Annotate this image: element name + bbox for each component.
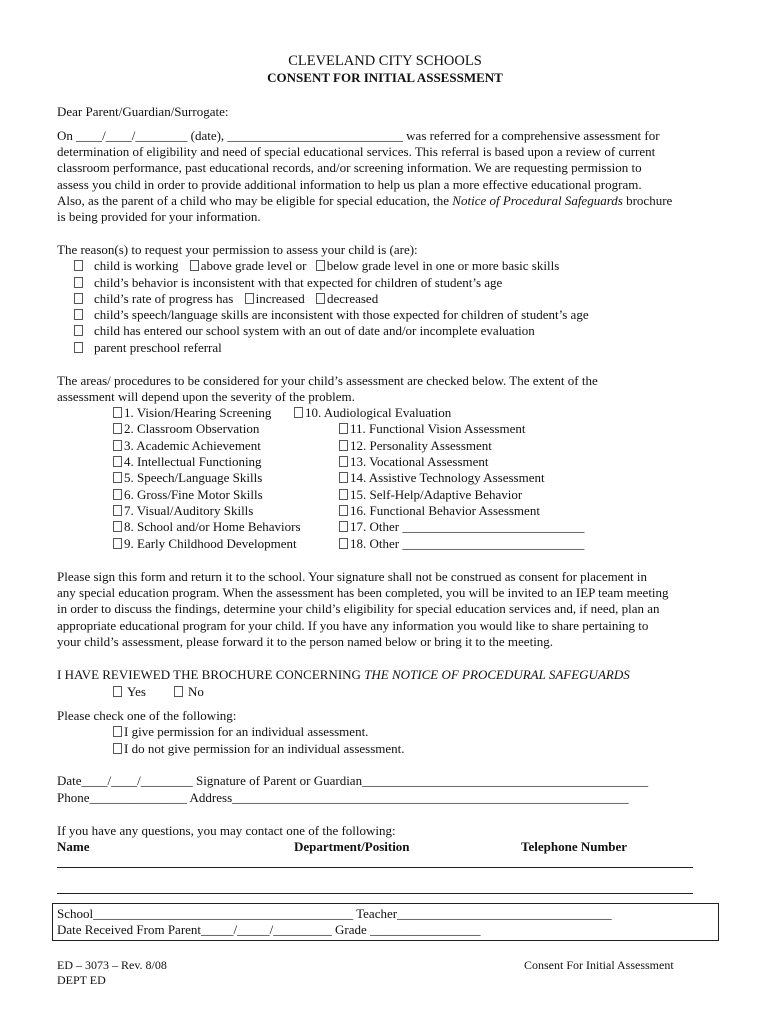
- date-received-grade-field[interactable]: Date Received From Parent_____/_____/_________ Grade _________________: [57, 922, 481, 937]
- area-item: [113, 405, 271, 421]
- permission-heading: Please check one of the following:: [57, 708, 237, 723]
- district-name: CLEVELAND CITY SCHOOLS: [288, 53, 482, 69]
- intro-line: [57, 193, 672, 209]
- checkbox-icon[interactable]: [294, 407, 303, 418]
- checkbox-icon[interactable]: [113, 423, 122, 434]
- checkbox-icon[interactable]: [113, 538, 122, 549]
- brochure-statement: [57, 667, 630, 683]
- sign-line: Please sign this form and return it to the school. Your signature shall not be construed as consent for placement in: [57, 569, 647, 584]
- salutation: Dear Parent/Guardian/Surrogate:: [57, 104, 229, 119]
- area-label: 11. Functional Vision Assessment: [350, 421, 526, 436]
- reason-item: [74, 291, 378, 307]
- checkbox-icon[interactable]: [74, 325, 83, 336]
- reason-label: child’s speech/language skills are inconsistent with those expected for children of student’s age: [94, 307, 589, 322]
- area-label: 15. Self-Help/Adaptive Behavior: [350, 487, 523, 502]
- area-label: 10. Audiological Evaluation: [305, 405, 452, 420]
- checkbox-icon[interactable]: [339, 456, 348, 467]
- area-label: 6. Gross/Fine Motor Skills: [124, 487, 263, 502]
- school-teacher-field[interactable]: School________________________________________ Teacher_________________________________: [57, 906, 612, 921]
- area-label: 4. Intellectual Functioning: [124, 454, 262, 469]
- checkbox-icon[interactable]: [113, 686, 122, 697]
- checkbox-icon[interactable]: [74, 293, 83, 304]
- area-item: [339, 536, 584, 552]
- area-label: 8. School and/or Home Behaviors: [124, 519, 301, 534]
- area-label: 12. Personality Assessment: [350, 438, 492, 453]
- area-item: [294, 405, 451, 421]
- reason-label: child’s behavior is inconsistent with that expected for children of student’s age: [94, 275, 503, 290]
- checkbox-icon[interactable]: [113, 505, 122, 516]
- checkbox-icon[interactable]: [113, 743, 122, 754]
- area-label: 7. Visual/Auditory Skills: [124, 503, 254, 518]
- area-item: [339, 503, 540, 519]
- area-item: [339, 454, 489, 470]
- brochure-title: THE NOTICE OF PROCEDURAL SAFEGUARDS: [364, 667, 630, 682]
- areas-intro-line: assessment will depend upon the severity of the problem.: [57, 389, 355, 404]
- area-item: [113, 454, 262, 470]
- contacts-heading: If you have any questions, you may contact one of the following:: [57, 823, 396, 838]
- intro-line: On ____/____/________ (date), ___________________________ was referred for a comprehensive assessment for: [57, 128, 660, 143]
- reason-label: child has entered our school system with an out of date and/or incomplete evaluation: [94, 323, 535, 338]
- area-label: 2. Classroom Observation: [124, 421, 260, 436]
- area-label: 16. Functional Behavior Assessment: [350, 503, 540, 518]
- yes-label: Yes: [127, 684, 146, 699]
- deny-permission-option[interactable]: [113, 741, 405, 757]
- checkbox-icon[interactable]: [113, 489, 122, 500]
- intro-line: is being provided for your information.: [57, 209, 261, 224]
- checkbox-icon[interactable]: [316, 260, 325, 271]
- safeguards-notice-title: Notice of Procedural Safeguards: [452, 193, 623, 208]
- reason-item: [74, 275, 502, 291]
- form-title: CONSENT FOR INITIAL ASSESSMENT: [267, 70, 503, 85]
- checkbox-icon[interactable]: [245, 293, 254, 304]
- date-signature-field[interactable]: Date____/____/________ Signature of Parent or Guardian____________________________________________: [57, 773, 649, 788]
- area-item: [339, 438, 492, 454]
- form-id: ED – 3073 – Rev. 8/08: [57, 958, 167, 972]
- area-item: [113, 536, 297, 552]
- give-permission-label: I give permission for an individual assessment.: [124, 724, 369, 739]
- footer-form-name: Consent For Initial Assessment: [524, 958, 674, 972]
- give-permission-option[interactable]: [113, 724, 368, 740]
- checkbox-icon[interactable]: [174, 686, 183, 697]
- name-column-header: Name: [57, 839, 90, 854]
- checkbox-icon[interactable]: [339, 505, 348, 516]
- checkbox-icon[interactable]: [339, 423, 348, 434]
- checkbox-icon[interactable]: [339, 538, 348, 549]
- department-column-header: Department/Position: [294, 839, 410, 854]
- checkbox-icon[interactable]: [113, 472, 122, 483]
- checkbox-icon[interactable]: [339, 521, 348, 532]
- reason-label: child is working: [94, 258, 179, 273]
- checkbox-icon[interactable]: [339, 489, 348, 500]
- reason-label: child’s rate of progress has: [94, 291, 234, 306]
- intro-text: Also, as the parent of a child who may be eligible for special education, the: [57, 193, 453, 208]
- area-label: 14. Assistive Technology Assessment: [350, 470, 545, 485]
- checkbox-icon[interactable]: [74, 277, 83, 288]
- brochure-no-option[interactable]: [174, 684, 204, 700]
- reason-item: [74, 340, 222, 356]
- area-label: 3. Academic Achievement: [124, 438, 261, 453]
- no-label: No: [188, 684, 204, 699]
- checkbox-icon[interactable]: [113, 407, 122, 418]
- department-code: DEPT ED: [57, 973, 106, 987]
- area-item: [339, 487, 522, 503]
- intro-line: determination of eligibility and need of special educational services. This referral is based upon a review of current: [57, 144, 656, 159]
- phone-address-field[interactable]: Phone_______________ Address_____________________________________________________________: [57, 790, 629, 805]
- reason-label: parent preschool referral: [94, 340, 222, 355]
- checkbox-icon[interactable]: [113, 440, 122, 451]
- reason-label: decreased: [326, 291, 379, 306]
- sign-line: any special education program. When the assessment has been completed, you will be invited to an IEP team meeting: [57, 585, 669, 600]
- checkbox-icon[interactable]: [113, 456, 122, 467]
- telephone-column-header: Telephone Number: [521, 839, 628, 854]
- areas-intro-line: The areas/ procedures to be considered for your child’s assessment are checked below. The extent of the: [57, 373, 598, 388]
- area-label: 5. Speech/Language Skills: [124, 470, 263, 485]
- checkbox-icon[interactable]: [339, 440, 348, 451]
- checkbox-icon[interactable]: [339, 472, 348, 483]
- brochure-yes-option[interactable]: [113, 684, 146, 700]
- contact-entry-line[interactable]: [57, 867, 693, 868]
- reason-label: below grade level in one or more basic skills: [326, 258, 560, 273]
- checkbox-icon[interactable]: [74, 309, 83, 320]
- area-item: [113, 503, 253, 519]
- reason-item: [74, 258, 559, 274]
- area-label: 18. Other ____________________________: [350, 536, 585, 551]
- area-item: [113, 487, 263, 503]
- reason-label: increased: [255, 291, 305, 306]
- deny-permission-label: I do not give permission for an individual assessment.: [124, 741, 405, 756]
- area-item: [113, 421, 259, 437]
- area-item: [113, 470, 262, 486]
- brochure-text: I HAVE REVIEWED THE BROCHURE CONCERNING: [57, 667, 365, 682]
- intro-line: classroom performance, past educational records, and/or screening information. We are requesting permission to: [57, 160, 642, 175]
- checkbox-icon[interactable]: [74, 342, 83, 353]
- reason-label: above grade level or: [200, 258, 307, 273]
- area-item: [339, 421, 525, 437]
- area-label: 1. Vision/Hearing Screening: [124, 405, 272, 420]
- area-label: 17. Other ____________________________: [350, 519, 585, 534]
- area-item: [113, 519, 301, 535]
- sign-line: in order to discuss the findings, determine your child’s eligibility for special education services and, if need, plan an: [57, 601, 660, 616]
- reason-item: [74, 323, 535, 339]
- sign-line: appropriate educational program for your child. If you have any information you would like to share pertaining to: [57, 618, 649, 633]
- checkbox-icon[interactable]: [316, 293, 325, 304]
- checkbox-icon[interactable]: [74, 260, 83, 271]
- contact-entry-line[interactable]: [57, 893, 693, 894]
- intro-line: assess you child in order to provide additional information to help us plan a more effective educational program.: [57, 177, 642, 192]
- sign-line: your child’s assessment, please forward it to the person named below or bring it to the meeting.: [57, 634, 554, 649]
- reasons-heading: The reason(s) to request your permission to assess your child is (are):: [57, 242, 418, 257]
- reason-item: [74, 307, 589, 323]
- area-item: [339, 470, 545, 486]
- area-label: 9. Early Childhood Development: [124, 536, 297, 551]
- area-item: [113, 438, 261, 454]
- checkbox-icon[interactable]: [113, 521, 122, 532]
- checkbox-icon[interactable]: [190, 260, 199, 271]
- checkbox-icon[interactable]: [113, 726, 122, 737]
- area-label: 13. Vocational Assessment: [350, 454, 489, 469]
- intro-text: brochure: [622, 193, 673, 208]
- area-item: [339, 519, 584, 535]
